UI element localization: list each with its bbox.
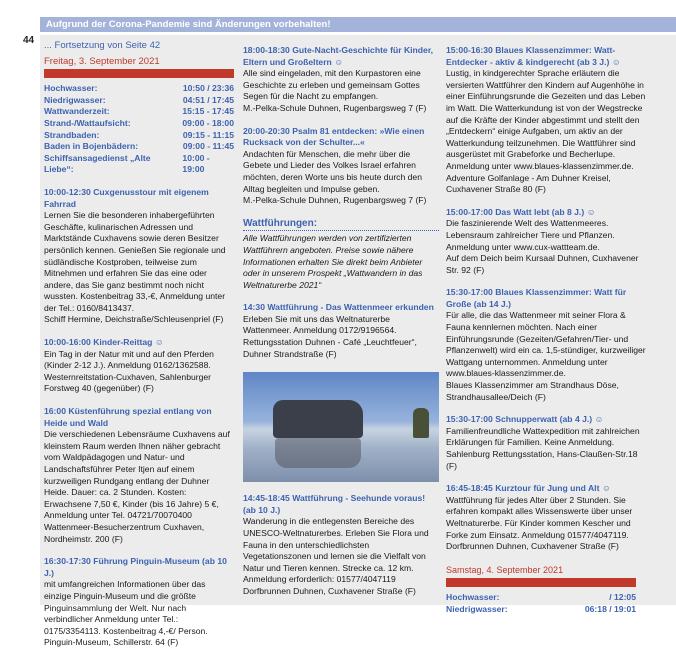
column-3	[446, 45, 646, 616]
event-body: Andachten für Menschen, die mehr über die Gebete und Lieder des Volkes Israel erfahren möchten, deren Worte uns bis heute durch den Alltag begleiten und Impulse geben.	[243, 148, 422, 194]
event-location: M.-Pelka-Schule Duhnen, Rugenbargsweg 7 (F)	[243, 102, 427, 113]
event-item	[446, 207, 646, 277]
event-body: Die faszinierende Welt des Wattenmeeres. Lebensraum zahlreicher Tiere und Pflanzen. Anmeldung unter www.cux-wattteam.de.	[446, 218, 615, 252]
hiker-group-shape	[273, 400, 363, 438]
event-location: Blaues Klassenzimmer am Strandhaus Döse, Strandhausallee/Deich (F)	[446, 380, 619, 402]
event-item	[44, 187, 234, 326]
tide-row: Strand-/Wattaufsicht: 09:00 - 18:00	[44, 117, 234, 128]
tide-row: Strandbaden: 09:15 - 11:15	[44, 129, 234, 140]
event-location: Pinguin-Museum, Schillerstr. 64 (F)	[44, 637, 179, 648]
event-location: Sahlenburg Rettungsstation, Hans-Claußen-Str.18 (F)	[446, 449, 638, 471]
event-location: Dorfbrunnen Duhnen, Cuxhavener Straße (F)	[446, 541, 619, 552]
event-item	[446, 287, 646, 403]
event-location: Westernreitstation-Cuxhaven, Sahlenburger Forstweg 40 (gegenüber) (F)	[44, 371, 212, 394]
event-location: Wattenmeer-Besucherzentrum Cuxhaven, Nordheimstr. 200 (F)	[44, 521, 205, 544]
tide-table	[44, 83, 234, 176]
event-item	[243, 126, 439, 207]
event-location: M.-Pelka-Schule Duhnen, Rugenbargsweg 7 (F)	[243, 195, 427, 206]
event-item	[44, 556, 234, 649]
event-title: 10:00-12:30 Cuxgenusstour mit eigenem Fahrrad	[44, 186, 209, 209]
event-body: Alle sind eingeladen, mit den Kurpastoren eine Geschichte zu erleben und gemeinsam Gottes Segen für die Nacht zu empfangen.	[243, 68, 421, 102]
corona-notice-bar: Aufgrund der Corona-Pandemie sind Änderungen vorbehalten!	[40, 17, 676, 32]
tide-row: Hochwasser: / 12:05	[446, 592, 636, 603]
event-body: Familienfreundliche Wattexpedition mit zahlreichen Erklärungen für Familien. Keine Anmeldung.	[446, 425, 640, 448]
event-body: Wattführung für jedes Alter über 2 Stunden. Sie erfahren kompakt alles Wissenswerte über unser Weltnaturerbe. Für Kinder kommen Kescher und Forke zum Einsatz. Anmeldung 01577/4047119.	[446, 494, 633, 540]
event-location: Schiff Hermine, Deichstraße/Schleusenpriel (F)	[44, 314, 224, 325]
event-location: Adventure Golfanlage - Am Duhner Kreisel, Cuxhavener Straße 80 (F)	[446, 172, 611, 195]
event-title: 16:45-18:45 Kurztour für Jung und Alt ☺	[446, 483, 611, 494]
event-body: Wanderung in die entlegensten Bereiche des UNESCO-Weltnaturerbes. Erleben Sie Flora und Fauna in den unterschiedlichsten Vegetationszonen und lernen sie die Vielfalt von Natur und Tieren kennen. Strecke ca. 12 km. Anmeldung erforderlich: 01577/4047119	[243, 516, 429, 585]
column-2	[243, 45, 439, 598]
day-divider	[44, 69, 234, 78]
event-title: 16:30-17:30 Führung Pinguin-Museum (ab 10 J.)	[44, 556, 227, 578]
event-title: 15:00-17:00 Das Watt lebt (ab 8 J.) ☺	[446, 206, 596, 217]
event-location: Dorfbrunnen Duhnen, Cuxhavener Straße (F)	[243, 586, 416, 596]
event-item	[44, 406, 234, 545]
event-body: Für alle, die das Wattenmeer mit seiner Flora & Fauna kennlernen möchten. Nach einer Einführungsrunde (Gezeiten/Gefahren/Tier- und Pflanzenwelt) wird ein ca. 1,5-stündiger, kurzweiliger Wattgang unternommen. Anmeldung unter www.blaues-klassenzimmer.de.	[446, 310, 646, 379]
event-item	[44, 337, 234, 395]
event-item	[446, 45, 646, 196]
water-reflection-shape	[275, 438, 361, 468]
tide-row: Niedrigwasser: 06:18 / 19:01	[446, 603, 636, 614]
event-location: Auf dem Deich beim Kursaal Duhnen, Cuxhavener Str. 92 (F)	[446, 253, 639, 275]
tide-row: Niedrigwasser: 04:51 / 17:45	[44, 94, 234, 105]
event-body: mit umfangreichen Informationen über das einzige Pinguin-Museum und die größte Pinguinsammlung der Welt. Nur nach verbindlicher Anmeldung unter Tel.: 0175/3354113. Kostenbeitrag 4,-€/ Person.	[44, 579, 208, 636]
section-title-wattfuehrungen: Wattführungen:	[243, 218, 439, 232]
event-item	[243, 302, 439, 360]
event-title: 20:00-20:30 Psalm 81 entdecken: »Wie einen Rucksack von der Schulter...«	[243, 125, 425, 148]
tide-row: Wattwanderzeit: 15:15 - 17:45	[44, 106, 234, 117]
page-number: 44	[23, 35, 35, 46]
event-item	[243, 45, 439, 115]
event-body: Erleben Sie mit uns das Weltnaturerbe Wattenmeer. Anmeldung 0172/9196564.	[243, 313, 397, 336]
section-intro: Alle Wattführungen werden von zertifizierten Wattführern angeboten. Preise sowie nähere Informationen erhalten Sie direkt beim Anbieter oder in unserem Prospekt „Wattwandern in das Weltnaturerbe 2021“	[243, 233, 423, 290]
column-1	[44, 40, 234, 649]
bush-shape	[413, 408, 429, 438]
event-title: 15:30-17:00 Blaues Klassenzimmer: Watt für Große (ab 14 J.)	[446, 287, 627, 309]
day-title: Freitag, 3. September 2021	[44, 55, 160, 67]
event-item	[446, 414, 646, 472]
tide-table	[446, 592, 636, 615]
event-title: 18:00-18:30 Gute-Nacht-Geschichte für Kinder, Eltern und Großeltern ☺	[243, 45, 434, 67]
mudflat-hikers-photo	[243, 372, 439, 482]
event-item	[446, 483, 646, 553]
event-body: Die verschiedenen Lebensräume Cuxhavens auf kleinstem Raum werden Ihnen näher gebracht vom Waldpädagogen und Natur- und Landschaftsführer Peter Itjen auf einem kurzweiligen Rundgang entlang der Duhner Heide. Dauer: ca. 2 Stunden. Kosten: Erwachsene 7,50 €, Kinder (bis 16 Jahre) 5 €, Anmeldung unter Tel. 04721/70070400	[44, 429, 230, 521]
event-body: Lustig, in kindgerechter Sprache erläutern die versierten Wattführer den Kindern auf Augenhöhe in einer Einführungsrunde die Gezeiten und das Leben im Watt. Die Watterkundung ist von der Wegstrecke auf die Kräfte der Kinder abgestimmt und stellt den „Entdeckern“ einige Aufgaben, um aktiv an der Watterkundung teilzunehmen. Die Wattführer sind ausgerüstet mit Grabeforke und Becherlupe. Anmeldung unter www.blaues-klassenzimmer.de.	[446, 68, 646, 171]
event-title: 14:30 Wattführung - Das Wattenmeer erkunden	[243, 302, 434, 313]
continued-note: ... Fortsetzung von Seite 42	[44, 40, 161, 51]
event-location: Rettungsstation Duhnen - Café „Leuchtfeuer“, Duhner Strandstraße (F)	[243, 337, 417, 359]
tide-row: Baden in Bojenbädern: 09:00 - 11:45	[44, 141, 234, 152]
day-title: Samstag, 4. September 2021	[446, 564, 564, 575]
tide-row: Schiffsansagedienst „Alte Liebe“: 10:00 - 19:00	[44, 152, 210, 175]
event-title: 15:00-16:30 Blaues Klassenzimmer: Watt-Entdecker - aktiv & kindgerecht (ab 3 J.) ☺	[446, 45, 621, 67]
event-body: Lernen Sie die besonderen inhabergeführten Geschäfte, kulinarischen Adressen und Marktstände Cuxhavens sowie deren Besitzer persönlich kennen. Genießen Sie regionale und südländische Kostproben, teilweise zum Mitnehmen und erfahren Sie das eine oder andere, das Sie ganz bestimmt noch nicht wussten. Kostenbeitrag 33,-€, Anmeldung unter der Tel.: 0160/8413437.	[44, 210, 226, 313]
event-title: 10:00-16:00 Kinder-Reittag ☺	[44, 337, 164, 348]
event-title: 16:00 Küstenführung spezial entlang von Heide und Wald	[44, 406, 212, 428]
event-item	[243, 493, 439, 597]
event-body: Ein Tag in der Natur mit und auf den Pferden (Kinder 2-12 J.). Anmeldung 0162/1362588.	[44, 348, 214, 371]
tide-row: Hochwasser: 10:50 / 23:36	[44, 83, 234, 94]
day-divider	[446, 578, 636, 587]
event-title: 14:45-18:45 Wattführung - Seehunde voraus! (ab 10 J.)	[243, 493, 426, 515]
event-title: 15:30-17:00 Schnupperwatt (ab 4 J.) ☺	[446, 414, 604, 425]
